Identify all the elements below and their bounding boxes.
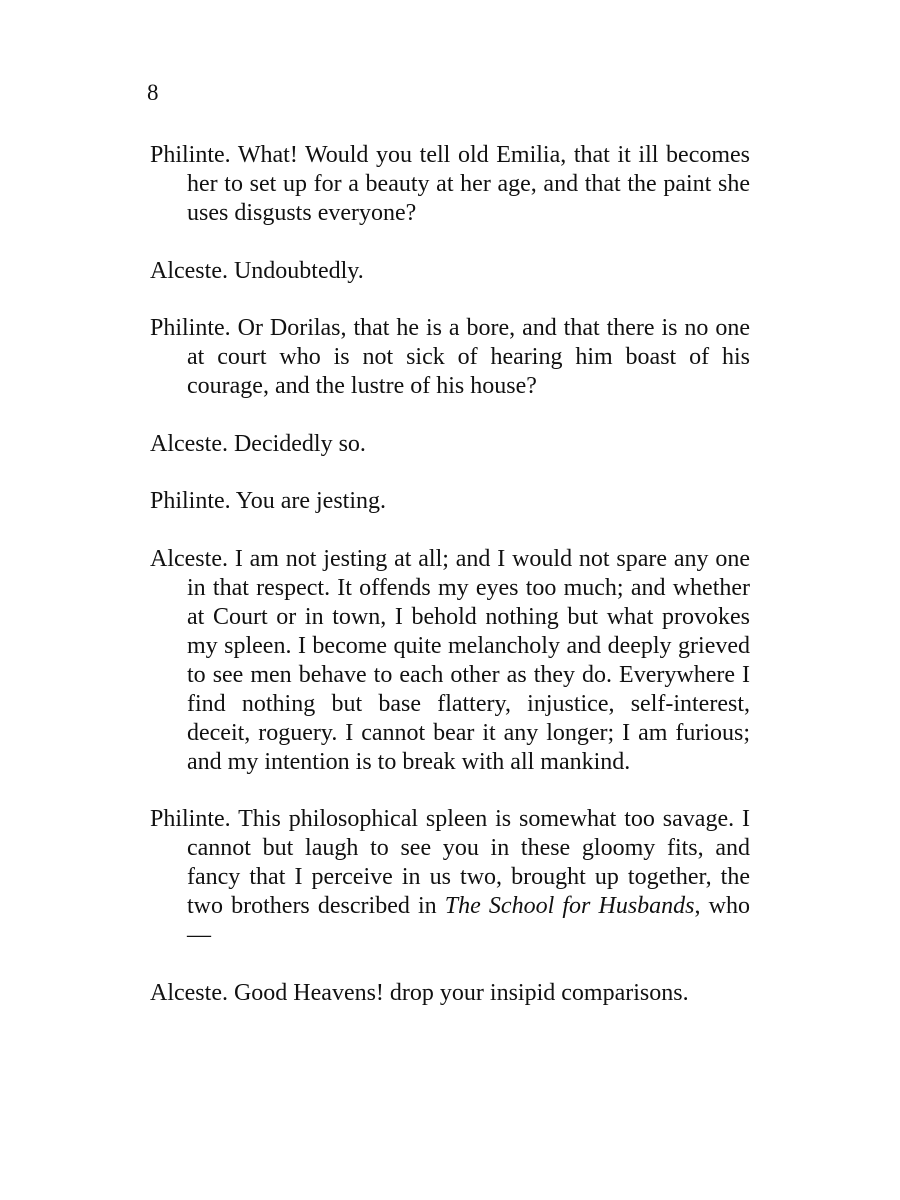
speech-alceste-2 <box>150 430 750 459</box>
speech-text: This philosophical spleen is somewhat too savage. I cannot but laugh to see you in these gloomy fits, and fancy that I perceive in us two, brought up together, the two brothers described in <box>187 806 750 919</box>
speech-text: Decidedly so. <box>233 430 366 457</box>
speech-text: I am not jesting at all; and I would not spare any one in that respect. It offends my eyes too much; and whether at Court or in town, I behold nothing but what provokes my spleen. I become quite melancholy and deeply grieved to see men behave to each other as they do. Everywhere I find nothing but base flattery, injustice, self-interest, deceit, roguery. I cannot bear it any longer; I am furious; and my intention is to break with all mankind. <box>187 545 751 775</box>
speech-text: You are jesting. <box>235 488 387 514</box>
speaker-name: Alceste. <box>150 545 228 572</box>
speech-philinte-1 <box>150 141 750 228</box>
play-title: The School for Husbands <box>444 893 695 919</box>
dialogue-block <box>150 141 750 1008</box>
speech-text-end: , who— <box>187 893 750 948</box>
speech-text: Good Heavens! drop your insipid comparisons. <box>233 979 689 1006</box>
speech-text: Or Dorilas, that he is a bore, and that there is no one at court who is not sick of hearing him boast of his courage, and the lustre of his house? <box>187 315 751 399</box>
speech-alceste-4 <box>150 979 750 1008</box>
speech-philinte-3 <box>150 487 750 516</box>
speaker-name: Philinte. <box>150 806 231 832</box>
speaker-name: Philinte. <box>150 488 231 514</box>
page-number: 8 <box>147 80 159 105</box>
speech-philinte-4 <box>150 805 750 950</box>
speaker-name: Alceste. <box>150 430 228 457</box>
speech-alceste-3 <box>150 545 750 777</box>
speech-alceste-1 <box>150 257 750 286</box>
speaker-name: Philinte. <box>150 142 231 168</box>
speech-text: Undoubtedly. <box>233 257 364 284</box>
speaker-name: Philinte. <box>150 315 231 341</box>
speaker-name: Alceste. <box>150 257 228 284</box>
speech-text: What! Would you tell old Emilia, that it ill becomes her to set up for a beauty at her age, and that the paint she uses disgusts everyone? <box>187 142 751 226</box>
speaker-name: Alceste. <box>150 979 228 1006</box>
speech-philinte-2 <box>150 314 750 401</box>
